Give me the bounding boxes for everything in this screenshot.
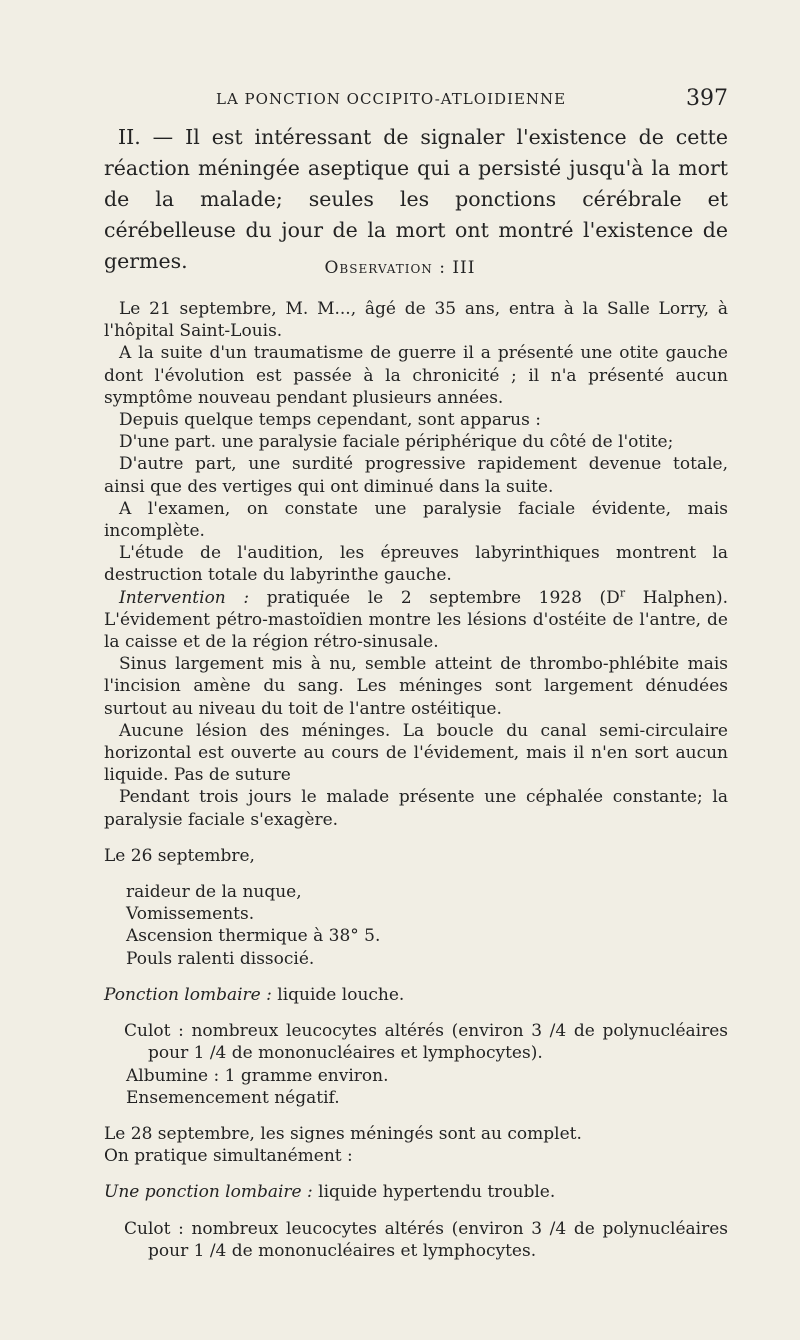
body-paragraph-exam: A l'examen, on constate une paralysie faciale évidente, mais incomplète. [104, 498, 728, 542]
observation-heading-number: III [452, 258, 476, 278]
body-paragraph-onset: Depuis quelque temps cependant, sont apparus : [119, 410, 541, 431]
running-title: LA PONCTION OCCIPITO-ATLOIDIENNE [216, 90, 567, 108]
body-paragraph-admission: Le 21 septembre, M. M..., âgé de 35 ans, entra à la Salle Lorry, à l'hôpital Saint-Louis. [104, 299, 728, 342]
observation-heading-word: Observation [324, 258, 433, 278]
symptom-stiff-neck: raideur de la nuque, [126, 882, 302, 903]
body-paragraph-meninges: Aucune lésion des méninges. La boucle du canal semi-circulaire horizontal est ouverte au cours de l'évidement, mais il n'en sort aucun liquide. Pas de suture [104, 720, 728, 786]
intervention-text-a: pratiquée le 2 septembre 1928 (D [249, 587, 620, 608]
page-number: 397 [686, 86, 728, 111]
intro-section [104, 122, 728, 277]
date-28-september: Le 28 septembre, les signes méningés sont au complet. [104, 1123, 582, 1144]
lumbar-puncture-1 [104, 984, 728, 1006]
lumbar-puncture-1-label: Ponction lombaire : [104, 984, 272, 1005]
intro-paragraph: II. — Il est intéressant de signaler l'existence de cette réaction méningée aseptique qui a persisté jusqu'à la mort de la malade; seules les ponctions cérébrale et cérébelleuse du jour de la mort ont montré l'existence de germes. [104, 125, 728, 273]
culot-1: Culot : nombreux leucocytes altérés (environ 3 /4 de polynucléaires pour 1 /4 de mononucléaires et lymphocytes). [124, 1021, 728, 1064]
observation-heading-separator: : [439, 258, 446, 278]
albumine: Albumine : 1 gramme environ. [126, 1065, 389, 1086]
pratique-line: On pratique simultanément : [104, 1146, 353, 1167]
intervention-sup: r [619, 585, 626, 599]
body-paragraph-facial-palsy: D'une part. une paralysie faciale périphérique du côté de l'otite; [119, 432, 674, 453]
symptom-temperature: Ascension thermique à 38° 5. [126, 926, 381, 947]
intervention-label: Intervention : [119, 587, 250, 608]
running-head [104, 86, 728, 116]
date-26-september: Le 26 septembre, [104, 845, 255, 866]
observation-heading [0, 258, 800, 278]
body-paragraph-deafness: D'autre part, une surdité progressive rapidement devenue totale, ainsi que des vertiges qui ont diminué dans la suite. [104, 454, 728, 497]
lumbar-puncture-1-text: liquide louche. [271, 984, 405, 1005]
body-paragraph-history: A la suite d'un traumatisme de guerre il a présenté une otite gauche dont l'évolution est passée à la chronicité ; il n'a présenté aucun symptôme nouveau pendant plusieurs années. [104, 343, 728, 408]
observation-body [104, 298, 728, 1262]
body-paragraph-headache: Pendant trois jours le malade présente une céphalée constante; la paralysie faciale s'exagère. [104, 787, 728, 830]
body-paragraph-sinus: Sinus largement mis à nu, semble atteint de thrombo-phlébite mais l'incision amène du sang. Les méninges sont largement dénudées surtout au niveau du toit de l'antre ostéitique. [104, 654, 728, 719]
culot-2: Culot : nombreux leucocytes altérés (environ 3 /4 de polynucléaires pour 1 /4 de mononucléaires et lymphocytes. [124, 1218, 728, 1261]
symptom-vomiting: Vomissements. [126, 904, 255, 925]
lumbar-puncture-2 [104, 1181, 728, 1203]
intervention-text-b: Halphen). L'évidement pétro-mastoïdien montre les lésions d'ostéite de l'antre, de la caisse et de la région rétro-sinusale. [104, 587, 728, 653]
lumbar-puncture-2-text: liquide hypertendu trouble. [312, 1182, 556, 1203]
symptom-pulse: Pouls ralenti dissocié. [126, 948, 315, 969]
lumbar-puncture-2-label: Une ponction lombaire : [104, 1182, 313, 1203]
body-paragraph-hearing: L'étude de l'audition, les épreuves labyrinthiques montrent la destruction totale du labyrinthe gauche. [104, 543, 728, 586]
body-paragraph-intervention [104, 587, 728, 654]
ensemencement: Ensemencement négatif. [126, 1087, 340, 1108]
